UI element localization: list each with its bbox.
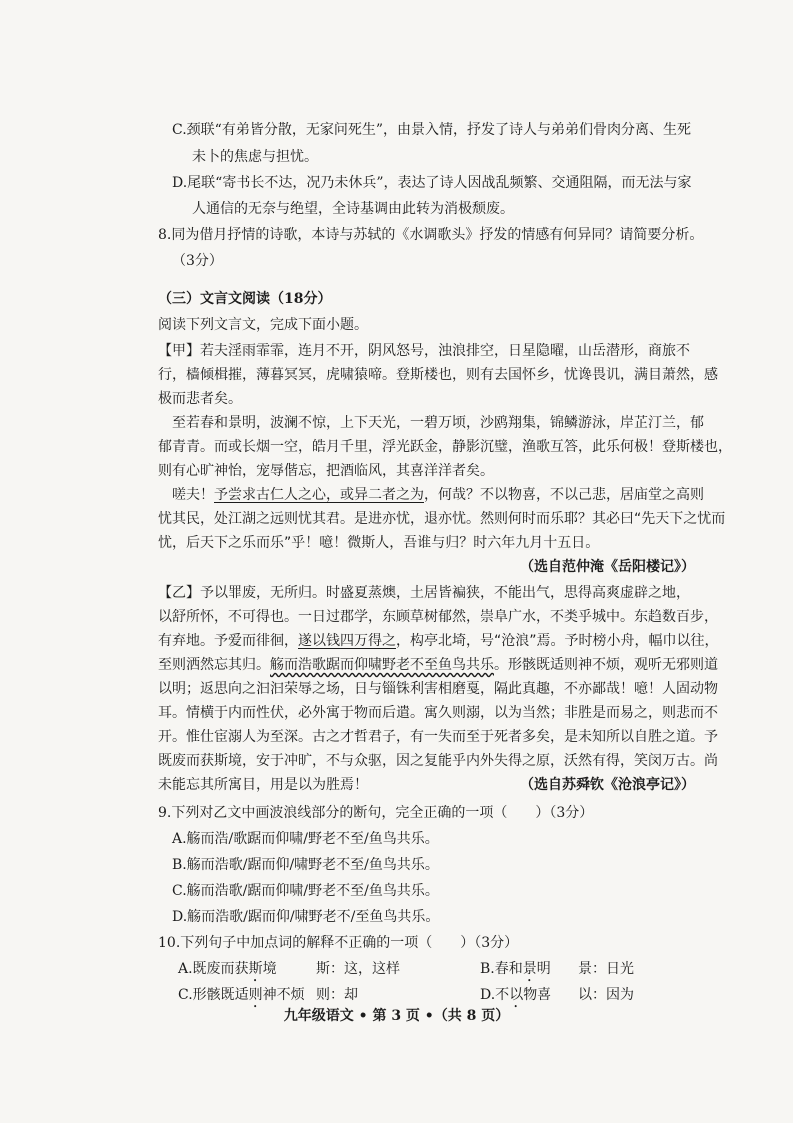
question-9-option-c: C.觞而浩歌/踞而仰啸/野老不至/鱼鸟共乐。 — [172, 883, 439, 899]
q7-option-c-line1: C.颈联“有弟皆分散，无家问死生”，由景入情，抒发了诗人与弟弟们骨肉分离、生死 — [172, 122, 691, 138]
option-d-text-pre: D.不 — [480, 987, 510, 1003]
passage-yi-line3-start: 有弃地。予爱而徘徊， — [158, 633, 298, 649]
question-10-option-b — [480, 959, 551, 985]
option-c-text-post: 神不烦 — [262, 987, 305, 1003]
passage-yi-line5: 以明；返思向之汩汩荣辱之场，日与锱铢利害相磨戛，隔此真趣，不亦鄙哉！噫！人固动物 — [158, 681, 718, 697]
question-9-option-a: A.觞而浩/歌踞而仰啸/野老不至/鱼鸟共乐。 — [172, 831, 439, 847]
passage-yi-line6: 耳。情横于内而性伏，必外寓于物而后遣。寓久则溺，以为当然；非胜是而易之，则悲而不 — [158, 705, 718, 721]
question-8-score: （3分） — [172, 253, 223, 269]
q7-option-d-line2: 人通信的无奈与绝望，全诗基调由此转为消极颓废。 — [192, 201, 514, 217]
section-3-intro: 阅读下列文言文，完成下面小题。 — [158, 317, 368, 333]
passage-yi-line3-rest: ，构亭北埼，号“沧浪”焉。予时榜小舟，幅巾以往， — [396, 633, 719, 649]
passage-jia-exclamation: 嗟夫！ — [172, 487, 214, 503]
passage-yi-line3 — [158, 631, 719, 651]
passage-yi-line4 — [158, 655, 718, 675]
passage-yi-line4-start: 至则洒然忘其归。 — [158, 657, 270, 673]
q7-option-c-line2: 未卜的焦虑与担忧。 — [192, 149, 318, 165]
passage-jia-p3-line1-rest: ，何哉？不以物喜，不以己悲，居庙堂之高则 — [424, 487, 704, 503]
passage-yi-line4-rest: 。形骸既适则神不烦，观听无邪则道 — [494, 657, 718, 673]
passage-jia-p3-line2: 忧其民，处江湖之远则忧其君。是进亦忧，退亦忧。然则何时而乐耶？其必曰“先天下之忧而 — [158, 511, 726, 527]
question-10-option-d-gloss: 以：因为 — [578, 987, 634, 1003]
option-d-dotted-word: 以 — [509, 987, 524, 1003]
page-footer: 九年级语文 • 第 3 页 •（共 8 页） — [283, 1008, 510, 1024]
option-b-dotted-word: 景 — [522, 961, 537, 977]
question-10-option-a-gloss: 斯：这，这样 — [316, 961, 400, 977]
question-10-stem: 10.下列句子中加点词的解释不正确的一项（ ）（3分） — [158, 935, 519, 951]
option-d-text-post: 物喜 — [523, 987, 552, 1003]
passage-jia-p1-line2: 行，樯倾楫摧，薄暮冥冥，虎啸猿啼。登斯楼也，则有去国怀乡，忧谗畏讥，满目萧然，感 — [158, 367, 718, 383]
passage-yi-line2: 以舒所怀，不可得也。一日过郡学，东顾草树郁然，崇阜广水，不类乎城中。东趋数百步， — [158, 609, 718, 625]
passage-jia-p1-line1: 【甲】若夫淫雨霏霏，连月不开，阴风怒号，浊浪排空，日星隐曜，山岳潜形，商旅不 — [158, 343, 690, 359]
question-10-option-c-gloss: 则：却 — [316, 987, 358, 1003]
question-8-stem: 8.同为借月抒情的诗歌，本诗与苏轼的《水调歌头》抒发的情感有何异同？请简要分析。 — [158, 227, 704, 243]
passage-jia-p1-line3: 极而悲者矣。 — [158, 391, 242, 407]
option-a-dotted-word: 斯 — [248, 961, 263, 977]
option-b-text-pre: B.春和 — [480, 961, 523, 977]
option-b-text-post: 明 — [536, 961, 551, 977]
passage-yi-line1: 【乙】予以罪废，无所归。时盛夏蒸燠，土居皆褊狭，不能出气，思得高爽虚辟之地， — [158, 585, 690, 601]
passage-yi-line7: 开。惟仕宦溺人为至深。古之才哲君子，有一失而至于死者多矣，是未知所以自胜之道。予 — [158, 729, 718, 745]
passage-yi-line8: 既废而获斯境，安于冲旷，不与众驱，因之复能乎内外失得之原，沃然有得，笑闵万古。尚 — [158, 753, 718, 769]
passage-jia-p2-line1: 至若春和景明，波澜不惊，上下天光，一碧万顷，沙鸥翔集，锦鳞游泳，岸芷汀兰，郁 — [172, 415, 704, 431]
section-3-title: （三）文言文阅读（18分） — [158, 291, 332, 307]
passage-yi-line9: 未能忘其所寓目，用是以为胜焉！ — [158, 777, 368, 793]
option-a-text-post: 境 — [262, 961, 277, 977]
question-9-option-b: B.觞而浩歌/踞而仰/啸野老不至/鱼鸟共乐。 — [172, 857, 439, 873]
option-c-dotted-word: 则 — [248, 987, 263, 1003]
passage-jia-p3-line3: 忧，后天下之乐而乐”乎！噫！微斯人，吾谁与归？时六年九月十五日。 — [158, 535, 600, 551]
passage-jia-p2-line3: 则有心旷神怡，宠辱偕忘，把酒临风，其喜洋洋者矣。 — [158, 463, 494, 479]
question-9-stem: 9.下列对乙文中画波浪线部分的断句，完全正确的一项（ ）（3分） — [158, 805, 594, 821]
question-10-option-a — [178, 959, 277, 985]
underlined-phrase: 遂以钱四万得之 — [298, 633, 396, 649]
passage-yi-source: （选自苏舜钦《沧浪亭记》） — [520, 777, 695, 793]
question-10-option-b-gloss: 景：日光 — [578, 961, 634, 977]
passage-jia-source: （选自范仲淹《岳阳楼记》） — [520, 559, 695, 575]
option-a-text-pre: A.既废而获 — [178, 961, 249, 977]
underlined-sentence: 予尝求古仁人之心，或异二者之为 — [214, 487, 424, 503]
question-9-option-d: D.觞而浩歌/踞而仰/啸野老不/至鱼鸟共乐。 — [172, 909, 440, 925]
q7-option-d-line1: D.尾联“寄书长不达，况乃未休兵”，表达了诗人因战乱频繁、交通阻隔，而无法与家 — [172, 175, 692, 191]
option-c-text-pre: C.形骸既适 — [178, 987, 249, 1003]
passage-jia-p3-line1 — [172, 485, 704, 505]
passage-jia-p2-line2: 郁青青。而或长烟一空，皓月千里，浮光跃金，静影沉璧，渔歌互答，此乐何极！登斯楼也， — [158, 439, 732, 455]
wavy-underlined-phrase: 觞而浩歌踞而仰啸野老不至鱼鸟共乐 — [270, 657, 494, 673]
